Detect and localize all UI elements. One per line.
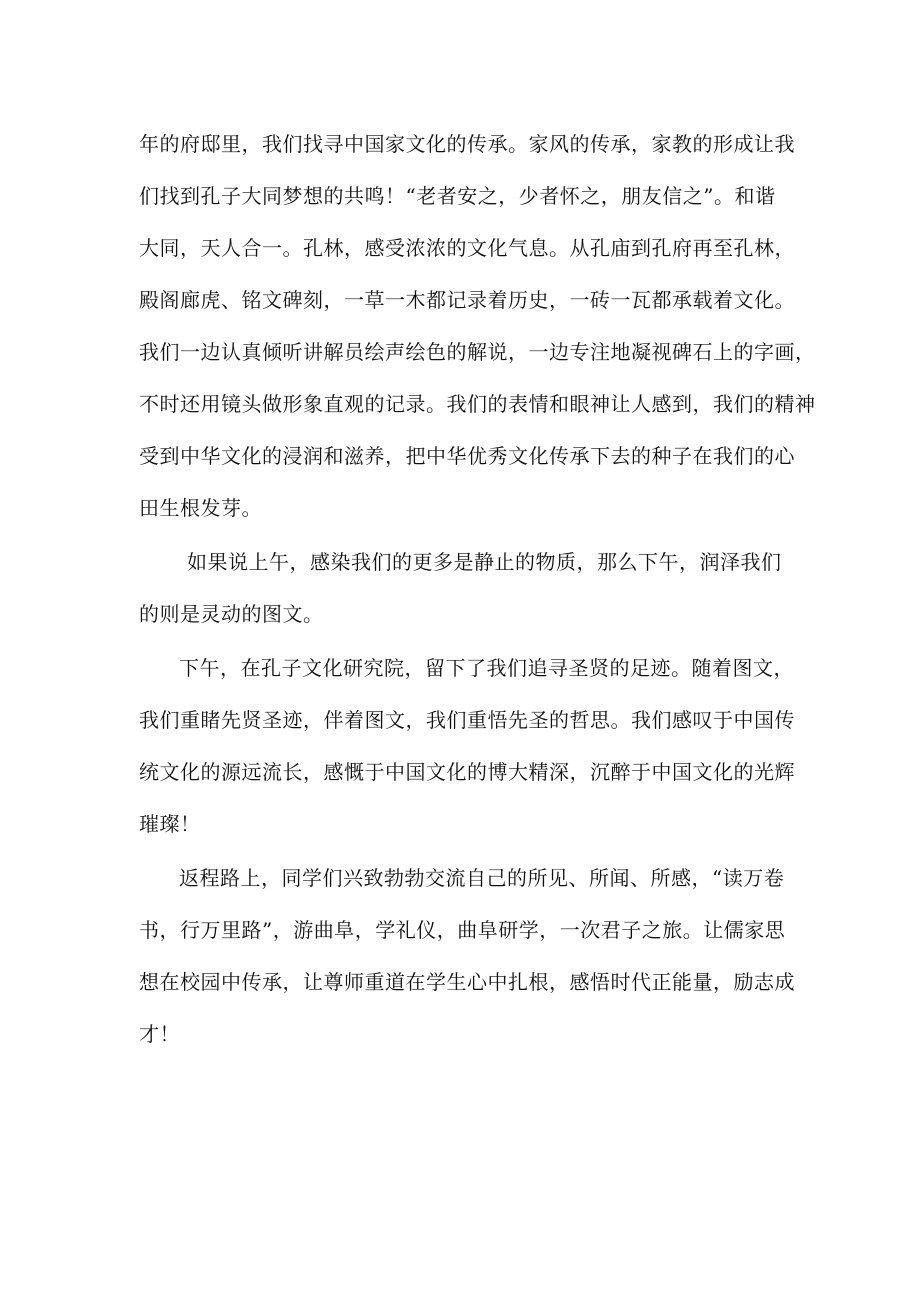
- text-line: 我们一边认真倾听讲解员绘声绘色的解说，一边专注地凝视碑石上的字画，: [139, 340, 816, 364]
- text-line: 殿阁廊虎、铭文碑刻，一草一木都记录着历史，一砖一瓦都承载着文化。: [139, 288, 795, 312]
- paragraph-1: [139, 120, 816, 536]
- document-body: [139, 120, 816, 1062]
- text-line: 璀璨！: [139, 812, 201, 836]
- text-line: 田生根发芽。: [139, 496, 262, 520]
- text-line: 才！: [139, 1022, 180, 1046]
- paragraph-2: [139, 538, 799, 642]
- text-line: 受到中华文化的浸润和滋养，把中华优秀文化传承下去的种子在我们的心: [139, 444, 795, 468]
- text-line: 不时还用镜头做形象直观的记录。我们的表情和眼神让人感到，我们的精神: [139, 392, 816, 416]
- text-line: 如果说上午，感染我们的更多是静止的物质，那么下午，润泽我们: [187, 550, 782, 574]
- text-line: 想在校园中传承，让尊师重道在学生心中扎根，感悟时代正能量，励志成: [139, 970, 795, 994]
- text-line: 年的府邸里，我们找寻中国家文化的传承。家风的传承，家教的形成让我: [139, 132, 795, 156]
- paragraph-3: [139, 644, 799, 852]
- text-line: 我们重睹先贤圣迹，伴着图文，我们重悟先圣的哲思。我们感叹于中国传: [139, 708, 795, 732]
- paragraph-4: [139, 854, 799, 1062]
- text-line: 下午，在孔子文化研究院，留下了我们追寻圣贤的足迹。随着图文，: [179, 656, 794, 680]
- text-line: 们找到孔子大同梦想的共鸣！“老者安之，少者怀之，朋友信之”。和谐: [139, 184, 776, 208]
- text-line: 返程路上，同学们兴致勃勃交流自己的所见、所闻、所感，“读万卷: [179, 866, 785, 890]
- text-line: 书，行万里路”，游曲阜，学礼仪，曲阜研学，一次君子之旅。让儒家思: [139, 918, 786, 942]
- text-line: 的则是灵动的图文。: [139, 602, 324, 626]
- text-line: 统文化的源远流长，感慨于中国文化的博大精深，沉醉于中国文化的光辉: [139, 760, 795, 784]
- text-line: 大同，天人合一。孔林，感受浓浓的文化气息。从孔庙到孔府再至孔林，: [139, 236, 795, 260]
